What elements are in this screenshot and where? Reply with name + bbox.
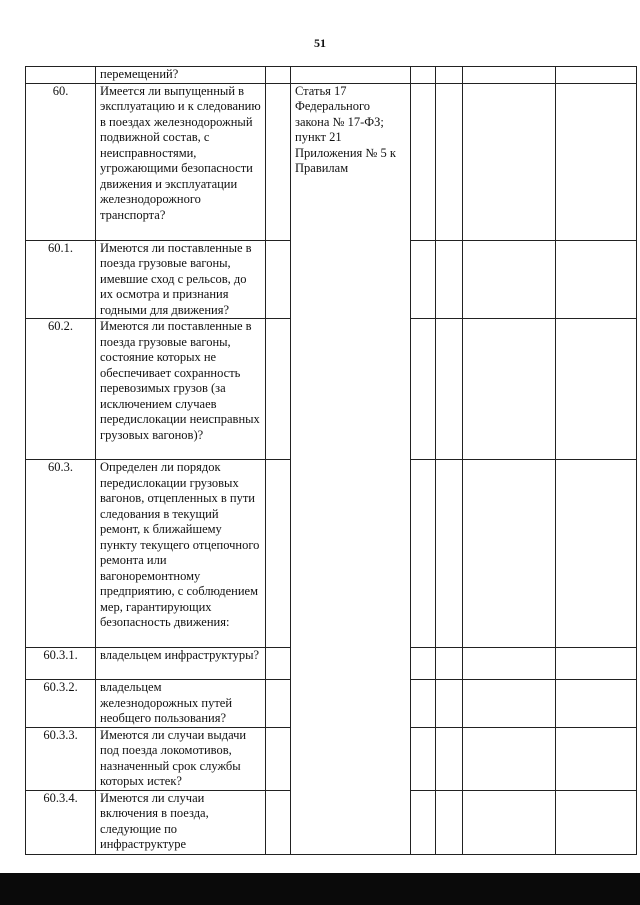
row-number: 60.3. [26, 460, 96, 648]
blank-cell [266, 83, 291, 240]
question-text: владельцем железнодорожных путей необщего пользования? [96, 680, 266, 728]
blank-cell [556, 67, 637, 84]
question-text: владельцем инфраструктуры? [96, 648, 266, 680]
blank-cell [463, 83, 556, 240]
blank-cell [411, 648, 436, 680]
blank-cell [411, 83, 436, 240]
blank-cell [463, 727, 556, 790]
blank-cell [556, 460, 637, 648]
row-number: 60.2. [26, 319, 96, 460]
row-number: 60.3.4. [26, 790, 96, 854]
blank-cell [436, 790, 463, 854]
blank-cell [463, 240, 556, 319]
table-row [26, 83, 637, 240]
blank-cell [291, 67, 411, 84]
question-text: Определен ли порядок передислокации грузовых вагонов, отцепленных в пути следования в текущий ремонт, к ближайшему пункту текущего отцепочного ремонта или вагоноремонтному предприятию, с соблюдением мер, гарантирующих безопасность движения: [96, 460, 266, 648]
blank-cell [556, 727, 637, 790]
blank-cell [411, 460, 436, 648]
blank-cell [556, 680, 637, 728]
blank-cell [463, 648, 556, 680]
blank-cell [436, 460, 463, 648]
blank-cell [411, 67, 436, 84]
page-number: 51 [314, 36, 326, 50]
blank-cell [556, 790, 637, 854]
blank-cell [411, 680, 436, 728]
blank-cell [436, 240, 463, 319]
blank-cell [556, 83, 637, 240]
blank-cell [266, 319, 291, 460]
legal-reference: Статья 17 Федерального закона № 17-ФЗ; пункт 21 Приложения № 5 к Правилам [291, 83, 411, 854]
question-text: Имеется ли выпущенный в эксплуатацию и к следованию в поездах железнодорожный подвижной состав, с неисправностями, угрожающими безопасности движения и эксплуатации железнодорожного транспорта? [96, 83, 266, 240]
question-text: перемещений? [96, 67, 266, 84]
blank-cell [436, 67, 463, 84]
row-number: 60.3.2. [26, 680, 96, 728]
question-text: Имеются ли случаи включения в поезда, следующие по инфраструктуре [96, 790, 266, 854]
blank-cell [436, 83, 463, 240]
blank-cell [266, 727, 291, 790]
blank-cell [556, 319, 637, 460]
blank-cell [463, 680, 556, 728]
blank-cell [266, 460, 291, 648]
row-number: 60.3.1. [26, 648, 96, 680]
blank-cell [266, 790, 291, 854]
blank-cell [266, 240, 291, 319]
row-number: 60. [26, 83, 96, 240]
question-text: Имеются ли случаи выдачи под поезда локомотивов, назначенный срок службы которых истек? [96, 727, 266, 790]
checklist-table [25, 66, 637, 855]
blank-cell [266, 680, 291, 728]
blank-cell [436, 319, 463, 460]
row-number: 60.1. [26, 240, 96, 319]
row-number: 60.3.3. [26, 727, 96, 790]
blank-cell [463, 790, 556, 854]
scan-bottom-border [0, 873, 640, 905]
blank-cell [556, 240, 637, 319]
blank-cell [436, 680, 463, 728]
question-text: Имеются ли поставленные в поезда грузовые вагоны, состояние которых не обеспечивает сохранность перевозимых грузов (за исключением случаев передислокации неисправных грузовых вагонов)? [96, 319, 266, 460]
blank-cell [411, 319, 436, 460]
blank-cell [411, 727, 436, 790]
blank-cell [266, 648, 291, 680]
blank-cell [266, 67, 291, 84]
blank-cell [463, 460, 556, 648]
table-row [26, 67, 637, 84]
blank-cell [463, 67, 556, 84]
blank-cell [436, 648, 463, 680]
blank-cell [411, 790, 436, 854]
blank-cell [436, 727, 463, 790]
blank-cell [556, 648, 637, 680]
question-text: Имеются ли поставленные в поезда грузовые вагоны, имевшие сход с рельсов, до их осмотра и признания годными для движения? [96, 240, 266, 319]
blank-cell [411, 240, 436, 319]
row-number [26, 67, 96, 84]
blank-cell [463, 319, 556, 460]
